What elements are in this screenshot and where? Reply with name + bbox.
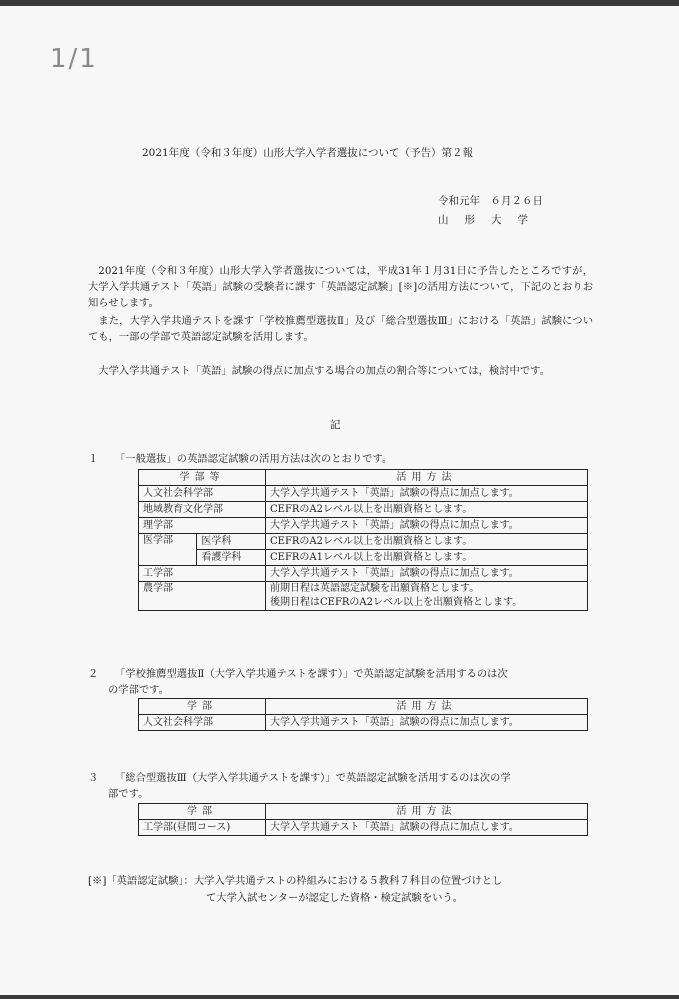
table-header-method: 活用方法	[266, 804, 588, 820]
table-cell-method: 大学入学共通テスト「英語」試験の得点に加点します。	[266, 820, 588, 836]
table-header-method: 活用方法	[266, 470, 588, 486]
method-line-1: 前期日程は英語認定試験を出願資格とします。	[270, 583, 480, 594]
table-cell-method: CEFRのA1レベル以上を出願資格とします。	[266, 550, 588, 566]
section-2-heading	[88, 666, 508, 698]
viewer-bottom-bar	[0, 995, 679, 999]
table-cell-dept: 人文社会科学部	[139, 486, 266, 502]
section-heading-line-2: の学部です。	[108, 684, 169, 696]
section-2-table	[138, 698, 588, 731]
table-row	[139, 518, 588, 534]
table-header-row	[139, 804, 588, 820]
document-date: 令和元年 ６月２６日	[438, 195, 543, 207]
page-indicator: 1/1	[50, 44, 98, 74]
footnote-line-1: [※]「英語認定試験」：大学入学共通テストの枠組みにおける５教科７科目の位置づけとし	[88, 875, 503, 887]
table-cell-method: 大学入学共通テスト「英語」試験の得点に加点します。	[266, 518, 588, 534]
section-3-table	[138, 803, 588, 836]
section-heading-line-1: 「学校推薦型選抜Ⅱ（大学入学共通テストを課す）」で英語認定試験を活用するのは次	[115, 668, 508, 680]
document-organization: 山形大学	[438, 214, 544, 226]
intro-paragraph-1: 2021年度（令和３年度）山形大学入学者選抜については，平成31年１月31日に予告したところですが，大学入学共通テスト「英語」試験の受験者に課す「英語認定試験」[※]の活用方法について，下記のとおりお知らせします。	[88, 265, 593, 309]
section-3-heading	[88, 770, 511, 802]
table-cell-dept: 農学部	[139, 582, 266, 611]
table-row	[139, 820, 588, 836]
table-cell-subdept: 医学科	[197, 534, 266, 550]
document-title: 2021年度（令和３年度）山形大学入学者選抜について（予告）第２報	[142, 147, 474, 159]
table-row	[139, 534, 588, 550]
table-cell-method	[266, 582, 588, 611]
table-row	[139, 582, 588, 611]
ki-heading: 記	[330, 419, 341, 431]
section-heading-line-2: 部です。	[108, 788, 149, 800]
table-cell-dept: 工学部(昼間コース)	[139, 820, 266, 836]
table-row	[139, 486, 588, 502]
table-cell-method: 大学入学共通テスト「英語」試験の得点に加点します。	[266, 715, 588, 731]
table-cell-dept: 医学部	[139, 534, 197, 566]
table-header-dept: 学部	[139, 699, 266, 715]
table-header-row	[139, 699, 588, 715]
table-header-dept: 学部	[139, 804, 266, 820]
table-header-dept: 学部等	[139, 470, 266, 486]
table-header-row	[139, 470, 588, 486]
table-cell-method: CEFRのA2レベル以上を出願資格とします。	[266, 534, 588, 550]
footnote	[88, 873, 593, 907]
table-cell-method: 大学入学共通テスト「英語」試験の得点に加点します。	[266, 486, 588, 502]
table-cell-method: 大学入学共通テスト「英語」試験の得点に加点します。	[266, 566, 588, 582]
section-heading-line-1: 「総合型選抜Ⅲ（大学入学共通テストを課す）」で英語認定試験を活用するのは次の学	[115, 772, 511, 784]
table-row	[139, 566, 588, 582]
table-cell-dept: 工学部	[139, 566, 266, 582]
table-row	[139, 715, 588, 731]
section-number: １	[88, 453, 99, 465]
section-1-table	[138, 469, 588, 611]
table-cell-dept: 人文社会科学部	[139, 715, 266, 731]
intro-paragraph-3: 大学入学共通テスト「英語」試験の得点に加点する場合の加点の割合等については，検討中です。	[98, 365, 550, 377]
table-cell-dept: 地域教育文化学部	[139, 502, 266, 518]
section-number: ３	[88, 772, 99, 784]
table-header-method: 活用方法	[266, 699, 588, 715]
table-row	[139, 550, 588, 566]
table-cell-method: CEFRのA2レベル以上を出願資格とします。	[266, 502, 588, 518]
method-line-2: 後期日程はCEFRのA2レベル以上を出願資格とします。	[270, 597, 523, 608]
intro-paragraph-2: また，大学入学共通テストを課す「学校推薦型選抜Ⅱ」及び「総合型選抜Ⅲ」における「英語」試験についても，一部の学部で英語認定試験を活用します。	[88, 315, 593, 343]
section-1-heading	[88, 452, 392, 467]
section-number: ２	[88, 668, 99, 680]
footnote-line-2: て大学入試センターが認定した資格・検定試験をいう。	[206, 892, 464, 904]
table-row	[139, 502, 588, 518]
section-heading-text: 「一般選抜」の英語認定試験の活用方法は次のとおりです。	[115, 453, 393, 465]
table-cell-dept: 理学部	[139, 518, 266, 534]
table-cell-subdept: 看護学科	[197, 550, 266, 566]
